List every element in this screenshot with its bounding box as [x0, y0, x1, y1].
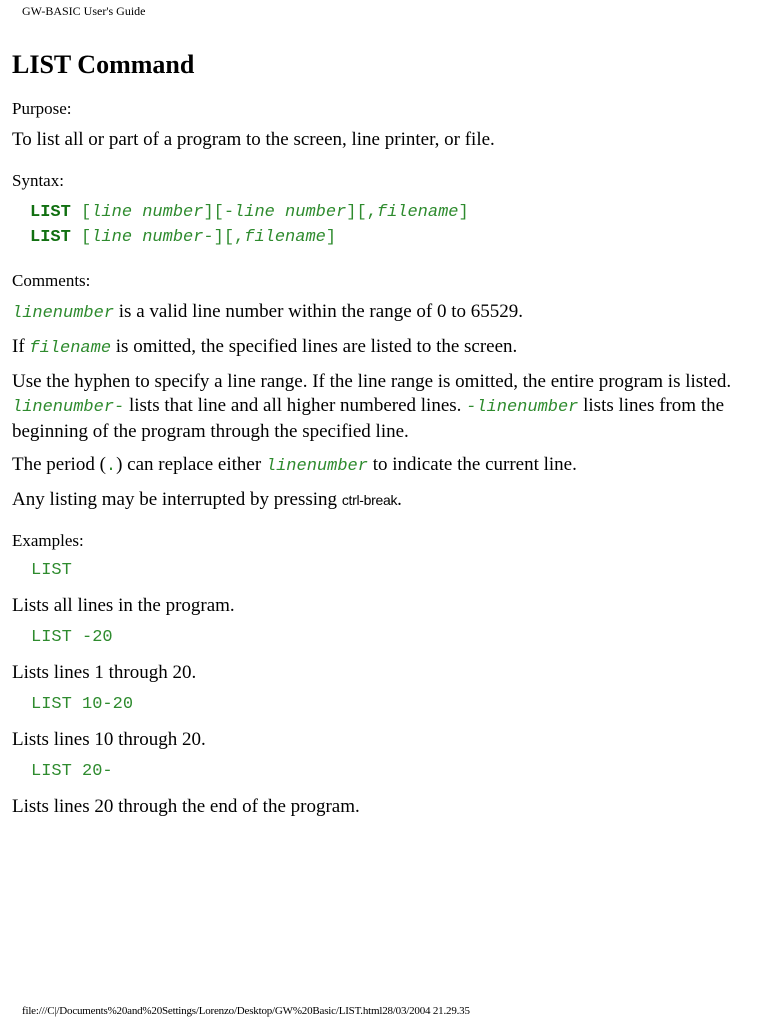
- example-description: Lists lines 10 through 20.: [12, 729, 206, 750]
- page-title: LIST Command: [12, 50, 195, 79]
- purpose-text: To list all or part of a program to the screen, line printer, or file.: [12, 129, 495, 150]
- example-description: Lists lines 20 through the end of the program.: [12, 796, 360, 817]
- syntax-keyword: LIST: [30, 228, 71, 247]
- inline-code: linenumber-: [12, 398, 125, 417]
- key-name: ctrl-break: [341, 492, 398, 508]
- syntax-bracket: ][,: [346, 203, 377, 222]
- syntax-bracket: ]: [458, 203, 469, 222]
- syntax-arg: line number: [234, 203, 347, 222]
- paragraph-text: is a valid line number within the range of 0 to 65529.: [114, 301, 523, 322]
- document-body: [12, 48, 752, 828]
- syntax-arg: filename: [244, 228, 326, 247]
- inline-code: filename: [29, 339, 112, 358]
- syntax-line-1: [30, 200, 752, 225]
- paragraph-text: Any listing may be interrupted by pressing: [12, 489, 342, 510]
- syntax-arg: line number-: [91, 228, 214, 247]
- paragraph-text: to indicate the current line.: [367, 454, 577, 475]
- paragraph-text: Use the hyphen to specify a line range. If the line range is omitted, the entire program is listed.: [12, 371, 732, 392]
- running-footer: file:///C|/Documents%20and%20Settings/Lorenzo/Desktop/GW%20Basic/LIST.html28/03/2004 21.29.35: [22, 1005, 470, 1017]
- comment-paragraph-2: [12, 335, 752, 361]
- paragraph-text: is omitted, the specified lines are listed to the screen.: [111, 336, 518, 357]
- comment-paragraph-5: [12, 488, 752, 512]
- syntax-block: [30, 200, 752, 250]
- example-description: Lists lines 1 through 20.: [12, 662, 197, 683]
- syntax-label: Syntax:: [12, 171, 64, 190]
- example-description: Lists all lines in the program.: [12, 595, 235, 616]
- paragraph-text: .: [397, 489, 402, 510]
- syntax-line-2: [30, 225, 752, 250]
- syntax-keyword: LIST: [30, 203, 71, 222]
- example-code: LIST: [31, 561, 72, 580]
- inline-code: .: [105, 457, 117, 476]
- example-code: LIST 20-: [31, 762, 113, 781]
- comment-paragraph-4: [12, 453, 752, 479]
- running-header: GW-BASIC User's Guide: [22, 4, 146, 18]
- comment-paragraph-1: [12, 300, 752, 326]
- example-code: LIST -20: [31, 628, 113, 647]
- paragraph-text: If: [12, 336, 30, 357]
- inline-code: -linenumber: [466, 398, 579, 417]
- syntax-bracket: ][,: [213, 228, 245, 247]
- paragraph-text: ) can replace either: [116, 454, 266, 475]
- examples-label: Examples:: [12, 531, 84, 550]
- paragraph-text: The period (: [12, 454, 106, 475]
- syntax-bracket: ][-: [203, 203, 235, 222]
- syntax-bracket: ]: [325, 228, 337, 247]
- paragraph-text: lists lines from the beginning of the program through the specified line.: [12, 395, 725, 442]
- inline-code: linenumber: [12, 304, 115, 323]
- syntax-arg: filename: [376, 203, 459, 222]
- inline-code: linenumber: [265, 457, 368, 476]
- syntax-bracket: [: [70, 203, 92, 222]
- example-code: LIST 10-20: [31, 695, 134, 714]
- comment-paragraph-3: [12, 370, 752, 444]
- comments-label: Comments:: [12, 271, 91, 290]
- purpose-label: Purpose:: [12, 99, 72, 118]
- syntax-arg: line number: [91, 203, 204, 222]
- syntax-bracket: [: [70, 228, 92, 247]
- paragraph-text: lists that line and all higher numbered lines.: [124, 395, 467, 416]
